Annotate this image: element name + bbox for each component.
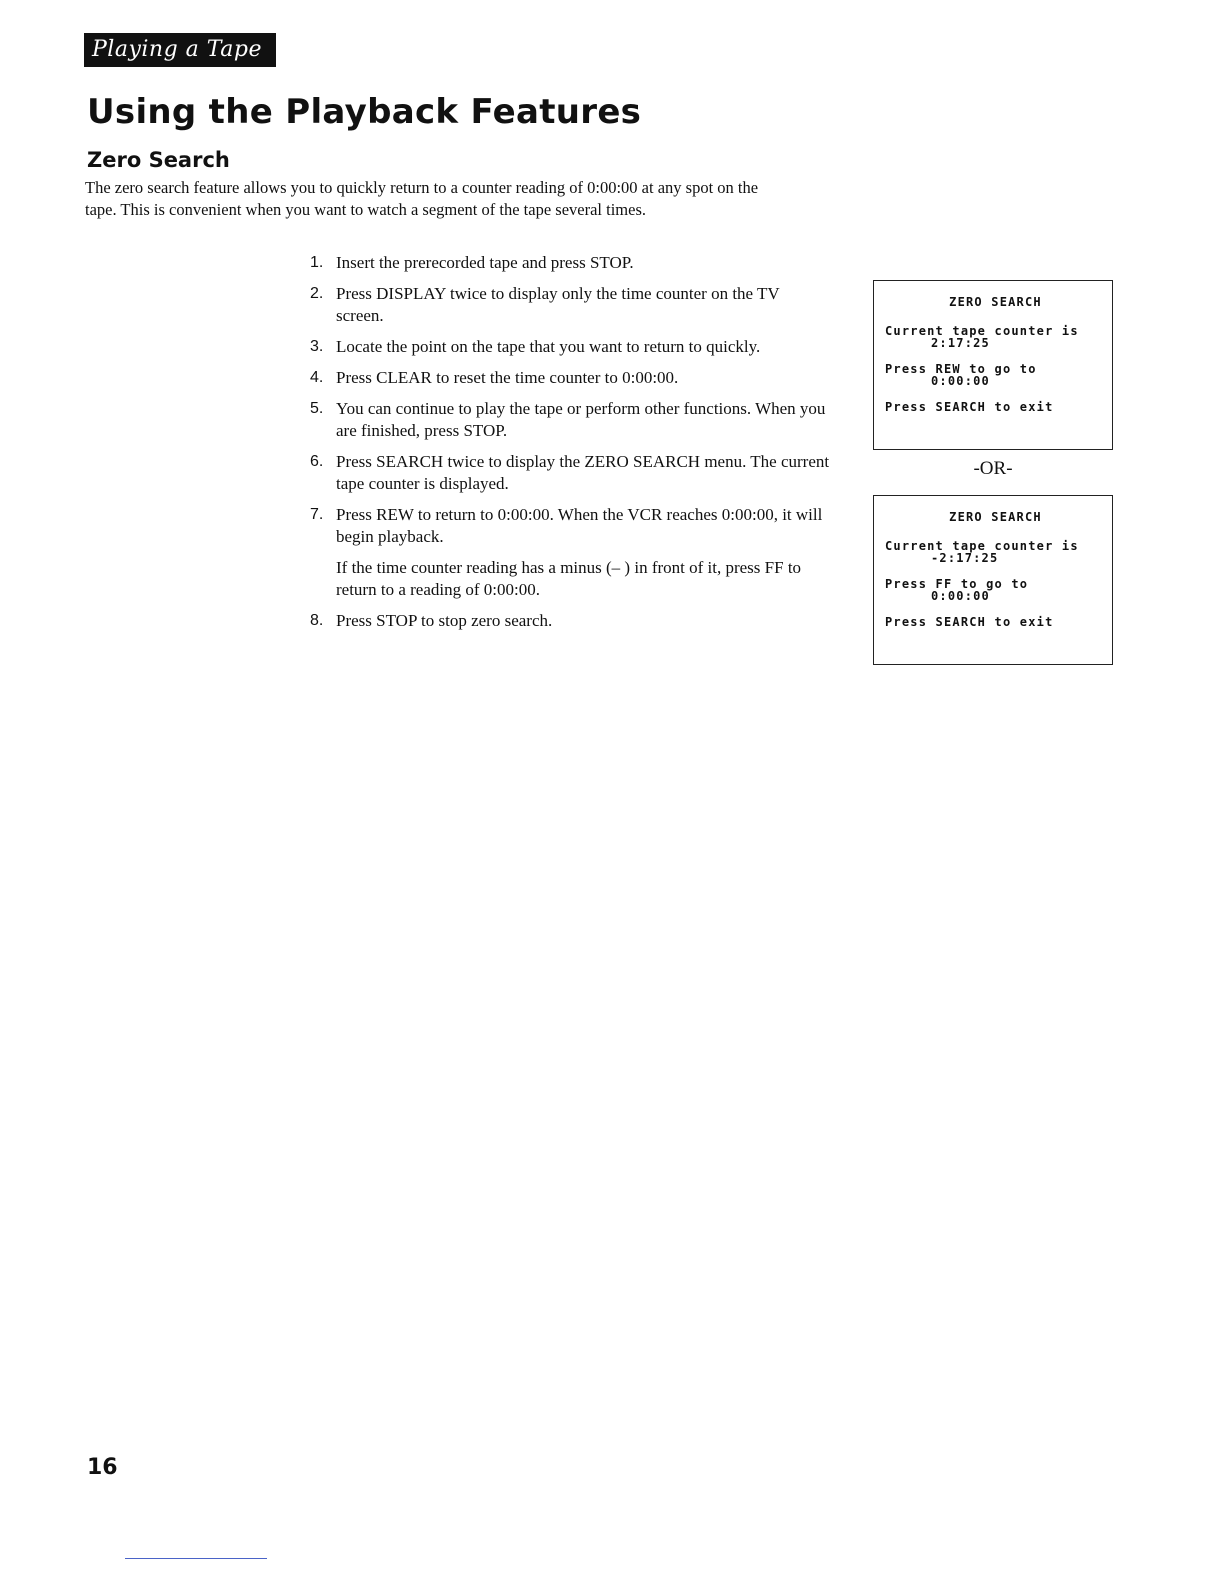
step-note: If the time counter reading has a minus (– ) in front of it, press FF to return to a reading of 0:00:00. [336, 558, 802, 599]
screen-exit-label: Press SEARCH to exit [885, 615, 1054, 629]
step-item [310, 367, 830, 389]
step-number: 8. [310, 612, 324, 629]
intro-paragraph: The zero search feature allows you to quickly return to a counter reading of 0:00:00 at any spot on the tape. This is convenient when you want to watch a segment of the tape several times. [85, 178, 759, 219]
step-item [310, 610, 830, 632]
screen-counter-label: Current tape counter is [885, 539, 1079, 553]
step-text: Press STOP to stop zero search. [336, 611, 553, 630]
step-item [310, 451, 830, 495]
screen-counter-label: Current tape counter is [885, 324, 1079, 338]
step-text: Locate the point on the tape that you want to return to quickly. [336, 337, 761, 356]
screen-counter-group [885, 325, 1106, 349]
section-tab: Playing a Tape [84, 33, 276, 67]
step-number: 5. [310, 400, 324, 417]
step-text: Press REW to return to 0:00:00. When the VCR reaches 0:00:00, it will begin playback. [336, 505, 823, 546]
step-number: 2. [310, 285, 324, 302]
step-text: Press DISPLAY twice to display only the time counter on the TV screen. [336, 284, 780, 325]
step-text: You can continue to play the tape or perform other functions. When you are finished, press STOP. [336, 399, 826, 440]
screen-action-label: Press FF to go to [885, 577, 1029, 591]
page-number: 16 [87, 1455, 118, 1480]
screen-action-group [885, 578, 1106, 602]
step-number: 3. [310, 338, 324, 355]
step-text: Press SEARCH twice to display the ZERO SEARCH menu. The current tape counter is displayed. [336, 452, 830, 493]
screen-action-value: 0:00:00 [931, 589, 990, 603]
step-text: Insert the prerecorded tape and press STOP. [336, 253, 634, 272]
zero-search-screen-ff [873, 495, 1113, 665]
screen-counter-value: 2:17:25 [931, 336, 990, 350]
step-item [310, 283, 830, 327]
step-number: 4. [310, 369, 324, 386]
page-title: Using the Playback Features [87, 92, 642, 132]
step-number: 7. [310, 506, 324, 523]
step-number: 1. [310, 254, 324, 271]
step-text: Press CLEAR to reset the time counter to 0:00:00. [336, 368, 679, 387]
step-item [310, 336, 830, 358]
or-separator: -OR- [973, 458, 1013, 479]
screen-title: ZERO SEARCH [949, 510, 1042, 524]
section-subheading: Zero Search [87, 148, 230, 172]
screen-action-group [885, 363, 1106, 387]
screen-exit-label: Press SEARCH to exit [885, 400, 1054, 414]
screen-counter-group [885, 540, 1106, 564]
screen-action-value: 0:00:00 [931, 374, 990, 388]
screen-action-label: Press REW to go to [885, 362, 1037, 376]
step-item [310, 398, 830, 442]
footer-rule [125, 1558, 267, 1559]
step-item [310, 252, 830, 274]
step-item [310, 504, 830, 601]
screen-counter-value: -2:17:25 [931, 551, 999, 565]
steps-list [310, 252, 830, 641]
step-number: 6. [310, 453, 324, 470]
zero-search-screen-rew [873, 280, 1113, 450]
screen-title: ZERO SEARCH [949, 295, 1042, 309]
